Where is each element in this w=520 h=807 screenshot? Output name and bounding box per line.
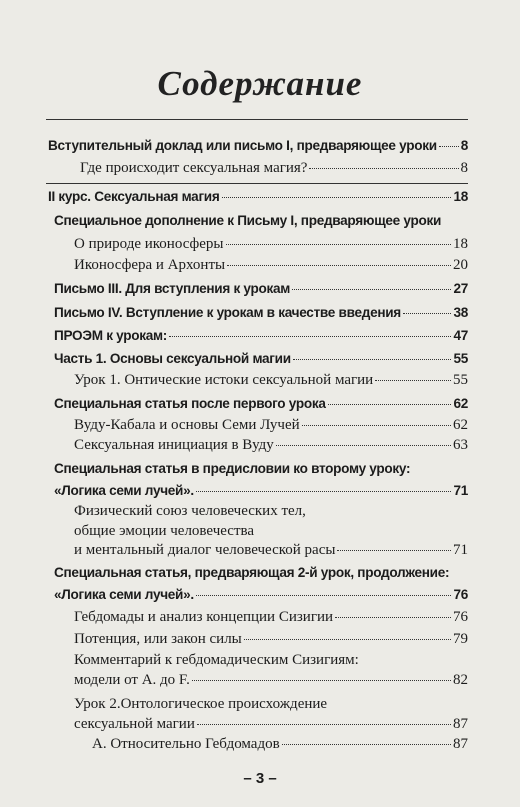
dot-leader (197, 724, 451, 725)
toc-entry-page: 76 (453, 587, 468, 602)
dot-leader (293, 359, 452, 360)
toc-entry-page: 27 (453, 281, 468, 296)
toc-entry-text: сексуальной магии (74, 716, 195, 732)
toc-entry-text: Потенция, или закон силы (74, 631, 242, 647)
toc-entry-text: Вступительный доклад или письмо I, предваряющее уроки (48, 138, 437, 153)
toc-entry (54, 213, 441, 228)
dot-leader (192, 680, 451, 681)
toc-entry-page: 62 (453, 417, 468, 433)
toc-entry-text: «Логика семи лучей». (54, 587, 194, 602)
dot-leader (226, 244, 452, 245)
toc-entry (80, 160, 468, 177)
toc-entry-text: и ментальный диалог человеческой расы (74, 542, 336, 558)
toc-entry-page: 8 (460, 138, 468, 153)
toc-entry (74, 503, 306, 520)
toc-entry-page: 18 (453, 236, 468, 252)
toc-entry-page: 87 (453, 716, 468, 732)
toc-entry (74, 716, 468, 733)
toc-entry (74, 236, 468, 253)
toc-entry (74, 523, 254, 540)
toc-entry (48, 138, 468, 153)
toc-entry (54, 461, 410, 476)
dot-leader (328, 404, 452, 405)
toc-entry-text: общие эмоции человечества (74, 523, 255, 539)
toc-entry-text: Гебдомады и анализ концепции Сизигии (74, 609, 334, 625)
dot-leader (403, 313, 452, 314)
toc-entry-text: Специальная статья в предисловии ко второму уроку: (54, 461, 411, 476)
toc-entry-page: 71 (453, 483, 468, 498)
toc-entry-page: 20 (453, 257, 468, 273)
toc-entry (54, 328, 468, 343)
toc-entry-text: Письмо III. Для вступления к урокам (54, 281, 291, 296)
dot-leader (309, 168, 458, 169)
toc-entry-text: Часть 1. Основы сексуальной магии (54, 351, 291, 366)
toc-entry-text: «Логика семи лучей». (54, 483, 194, 498)
toc-entry (74, 609, 468, 626)
toc-entry-page: 76 (453, 609, 468, 625)
toc-entry-page: 82 (453, 672, 468, 688)
toc-entry (48, 189, 468, 204)
toc-entry (74, 631, 468, 648)
dot-leader (196, 491, 452, 492)
toc-entry-page: 79 (453, 631, 468, 647)
toc-entry-text: Специальная статья после первого урока (54, 396, 326, 411)
toc-entry-page: 38 (453, 305, 468, 320)
toc-entry (74, 417, 468, 434)
toc-entry-page: 63 (453, 437, 468, 453)
toc-entry-text: А. Относительно Гебдомадов (92, 736, 280, 752)
dot-leader (439, 146, 459, 147)
toc-entry (54, 483, 468, 498)
toc-entry-page: 47 (453, 328, 468, 343)
toc-entry-text: О природе иконосферы (74, 236, 224, 252)
dot-leader (375, 380, 451, 381)
toc-entry-text: Вуду-Кабала и основы Семи Лучей (74, 417, 300, 433)
toc-entry-text: Сексуальная инициация в Вуду (74, 437, 274, 453)
toc-entry (54, 565, 449, 580)
dot-leader (282, 744, 451, 745)
toc-entry (54, 396, 468, 411)
dot-leader (276, 445, 451, 446)
toc-entry-page: 18 (453, 189, 468, 204)
toc-entry (74, 372, 468, 389)
toc-entry-text: Урок 1. Онтические истоки сексуальной магии (74, 372, 374, 388)
toc-entry-page: 87 (453, 736, 468, 752)
dot-leader (335, 617, 451, 618)
dot-leader (244, 639, 451, 640)
toc-entry-page: 62 (453, 396, 468, 411)
toc-entry (54, 305, 468, 320)
toc-entry (74, 542, 468, 559)
toc-entry-text: ПРОЭМ к урокам: (54, 328, 168, 343)
dot-leader (337, 550, 451, 551)
title-rule (46, 119, 468, 120)
toc-entry-text: Письмо IV. Вступление к урокам в качестве введения (54, 305, 401, 320)
toc-entry-page: 8 (460, 160, 468, 176)
toc-entry (74, 696, 327, 713)
toc-entry-page: 55 (453, 351, 468, 366)
toc-entry (74, 652, 359, 669)
section-rule (46, 183, 468, 184)
page-number: – 3 – (243, 770, 277, 787)
toc-entry-text: Урок 2.Онтологическое происхождение (74, 696, 328, 712)
toc-entry-page: 71 (453, 542, 468, 558)
toc-entry-text: Где происходит сексуальная магия? (80, 160, 308, 176)
toc-entry (54, 351, 468, 366)
page-title: Содержание (157, 64, 363, 103)
toc-entry-text: модели от А. до F. (74, 672, 190, 688)
dot-leader (222, 197, 452, 198)
toc-entry-text: II курс. Сексуальная магия (48, 189, 220, 204)
dot-leader (292, 289, 451, 290)
toc-entry (74, 257, 468, 274)
dot-leader (169, 336, 451, 337)
dot-leader (227, 265, 451, 266)
toc-entry (54, 587, 468, 602)
dot-leader (196, 595, 452, 596)
dot-leader (302, 425, 451, 426)
toc-entry-page: 55 (453, 372, 468, 388)
toc-entry (74, 437, 468, 454)
toc-entry-text: Специальная статья, предваряющая 2-й урок, продолжение: (54, 565, 450, 580)
toc-entry (54, 281, 468, 296)
toc-entry-text: Специальное дополнение к Письму I, предваряющее уроки (54, 213, 442, 228)
toc-entry-text: Комментарий к гебдомадическим Сизигиям: (74, 652, 359, 668)
toc-entry-text: Физический союз человеческих тел, (74, 503, 306, 519)
toc-entry (92, 736, 468, 753)
toc-entry (74, 672, 468, 689)
toc-entry-text: Иконосфера и Архонты (74, 257, 226, 273)
